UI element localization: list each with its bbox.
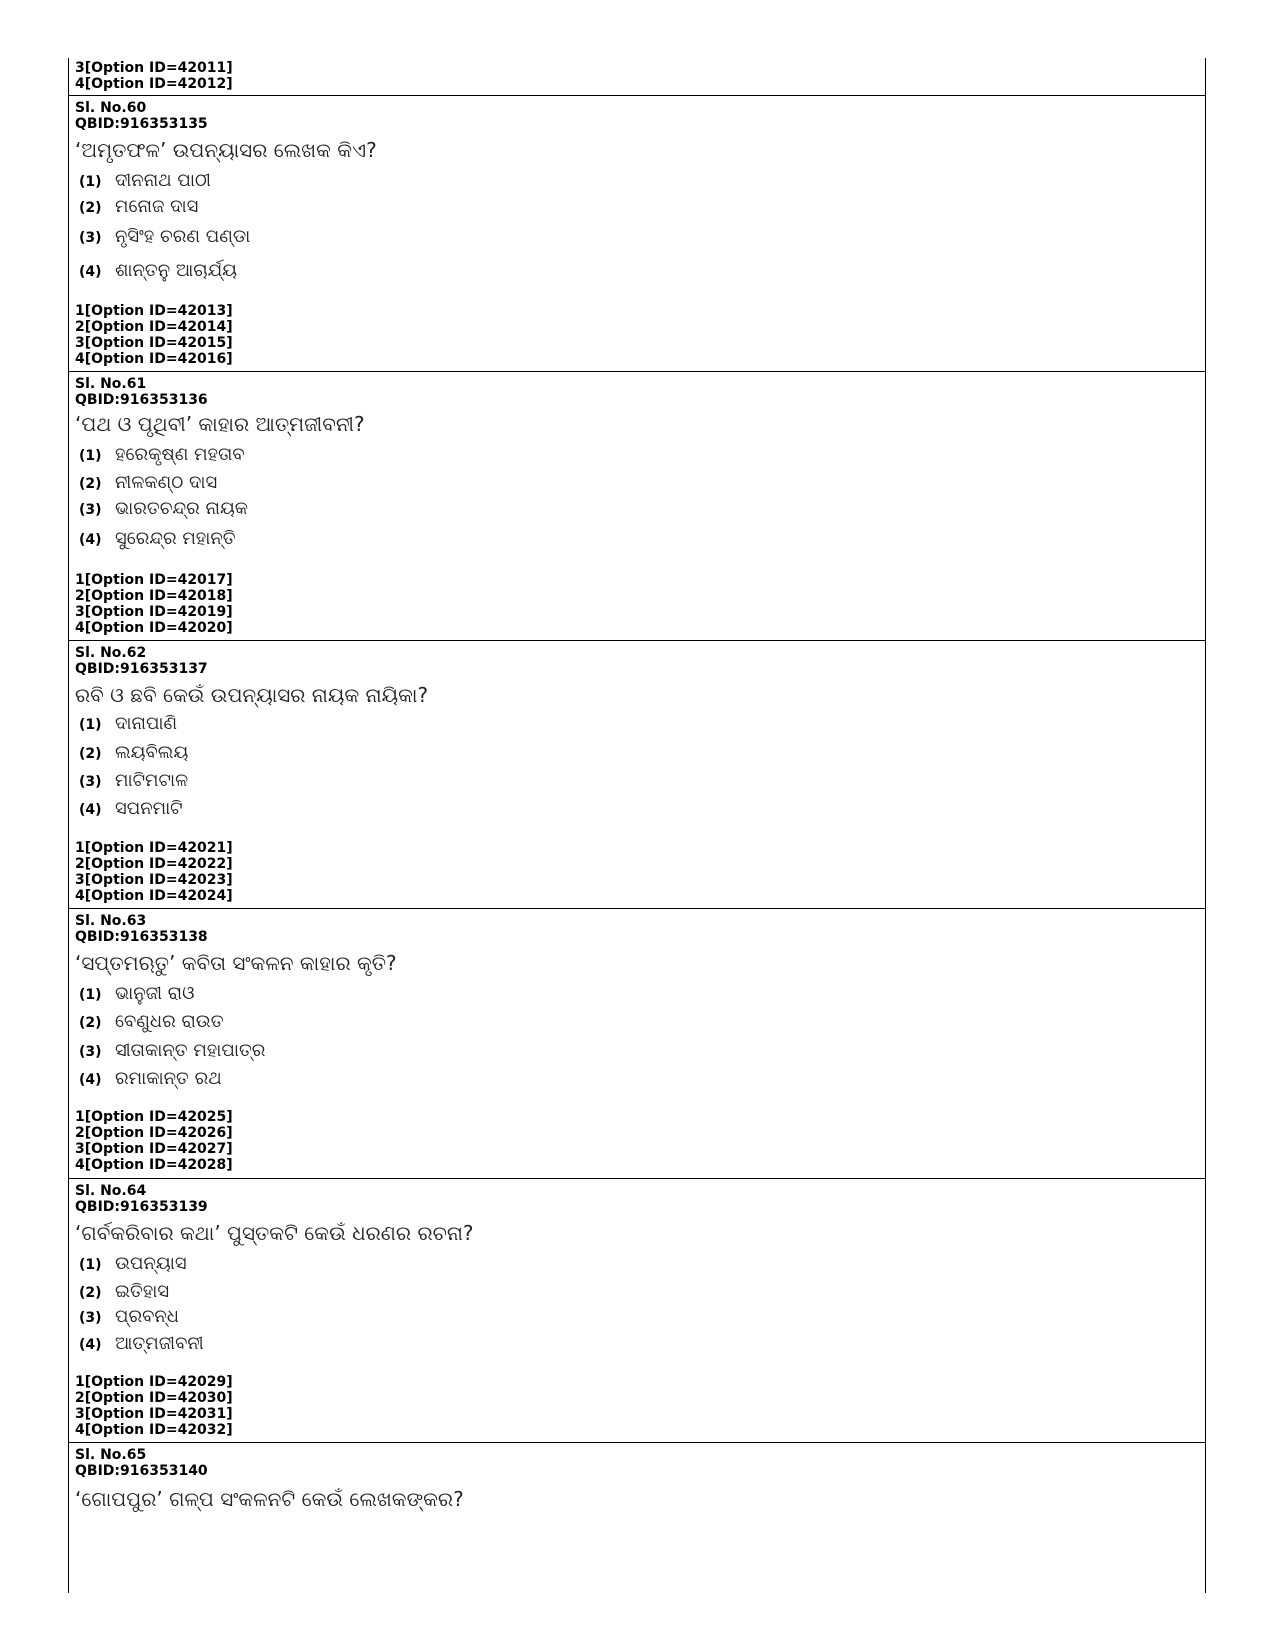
serial-number: Sl. No.61 [75, 376, 147, 392]
option-id: 1[Option ID=42029] [75, 1374, 233, 1390]
option-id: 4[Option ID=42032] [75, 1422, 233, 1438]
option-id: 1[Option ID=42013] [75, 303, 233, 319]
option-id: 2[Option ID=42030] [75, 1390, 233, 1406]
question-text: ‘ସପ୍ତମଋତୁ’ କବିତା ସଂକଳନ କାହାର କୃତି? [75, 951, 397, 975]
option-id: 2[Option ID=42018] [75, 588, 233, 604]
option-id: 4[Option ID=42028] [75, 1157, 233, 1173]
option-1: (1) ଭାନୁଜୀ ରାଓ [79, 983, 195, 1004]
option-id: 1[Option ID=42017] [75, 572, 233, 588]
option-2: (2) ବେଣୁଧର ରାଉତ [79, 1011, 224, 1032]
option-3: (3) ସୀତାକାନ୍ତ ମହାପାତ୍ର [79, 1040, 266, 1061]
option-3: (3) ଭାରତଚନ୍ଦ୍ର ନାୟକ [79, 498, 249, 519]
option-4: (4) ଶାନ୍ତନୁ ଆଚାର୍ଯ୍ୟ [79, 260, 238, 281]
option-id: 3[Option ID=42023] [75, 872, 233, 888]
question-text: ‘ପଥ ଓ ପୃଥିବୀ’ କାହାର ଆତ୍ମଜୀବନୀ? [75, 412, 365, 436]
option-id: 2[Option ID=42026] [75, 1125, 233, 1141]
option-id: 4[Option ID=42024] [75, 888, 233, 904]
option-id: 3[Option ID=42019] [75, 604, 233, 620]
qbid: QBID:916353137 [75, 661, 208, 677]
option-1: (1) ଉପନ୍ୟାସ [79, 1253, 187, 1274]
option-id: 2[Option ID=42022] [75, 856, 233, 872]
option-3: (3) ପ୍ରବନ୍ଧ [79, 1306, 179, 1327]
option-4: (4) ଆତ୍ମଜୀବନୀ [79, 1333, 204, 1354]
question-text: ‘ଗୋପପୁର’ ଗଳ୍ପ ସଂକଳନଟି କେଉଁ ଲେଖକଙ୍କର? [75, 1487, 464, 1511]
option-1: (1) ହରେକୃଷ୍ଣ ମହତାବ [79, 444, 245, 465]
option-4: (4) ରମାକାନ୍ତ ରଥ [79, 1068, 222, 1089]
serial-number: Sl. No.65 [75, 1447, 147, 1463]
option-id: 2[Option ID=42014] [75, 319, 233, 335]
option-2: (2) ଲୟବିଲୟ [79, 742, 189, 763]
serial-number: Sl. No.64 [75, 1183, 147, 1199]
option-id: 1[Option ID=42021] [75, 840, 233, 856]
qbid: QBID:916353140 [75, 1463, 208, 1479]
option-3: (3) ନୃସିଂହ ଚରଣ ପଣ୍ଡା [79, 226, 251, 247]
option-id: 4[Option ID=42020] [75, 620, 233, 636]
serial-number: Sl. No.60 [75, 100, 147, 116]
question-text: ‘ଅମୃତଫଳ’ ଉପନ୍ୟାସର ଲେଖକ କିଏ? [75, 138, 377, 162]
option-4: (4) ସପନମାଟି [79, 798, 183, 819]
qbid: QBID:916353138 [75, 929, 208, 945]
option-1: (1) ଦୀନନାଥ ପାଠୀ [79, 170, 211, 191]
option-id: 3[Option ID=42015] [75, 335, 233, 351]
qbid: QBID:916353136 [75, 392, 208, 408]
question-text: ରବି ଓ ଛବି କେଉଁ ଉପନ୍ୟାସର ନାୟକ ନାୟିକା? [75, 683, 429, 707]
option-id: 4[Option ID=42012] [75, 76, 233, 92]
question-text: ‘ଗର୍ବକରିବାର କଥା’ ପୁସ୍ତକଟି କେଉଁ ଧରଣର ରଚନା? [75, 1221, 474, 1245]
option-id: 1[Option ID=42025] [75, 1109, 233, 1125]
qbid: QBID:916353139 [75, 1199, 208, 1215]
question-block-63 [69, 908, 1205, 1179]
serial-number: Sl. No.62 [75, 645, 147, 661]
option-2: (2) ନୀଳକଣ୍ଠ ଦାସ [79, 472, 218, 493]
question-block-62 [69, 640, 1205, 909]
question-block-64 [69, 1178, 1205, 1443]
option-2: (2) ମନୋଜ ଦାସ [79, 196, 199, 217]
qbid: QBID:916353135 [75, 116, 208, 132]
option-1: (1) ଦାନାପାଣି [79, 713, 178, 734]
question-block-60 [69, 95, 1205, 372]
question-block-65 [69, 1442, 1205, 1594]
option-3: (3) ମାଟିମଟାଳ [79, 770, 189, 791]
option-4: (4) ସୁରେନ୍ଦ୍ର ମହାନ୍ତି [79, 528, 236, 549]
option-2: (2) ଇତିହାସ [79, 1281, 170, 1302]
question-sheet [68, 58, 1206, 1593]
question-block-61 [69, 371, 1205, 641]
serial-number: Sl. No.63 [75, 913, 147, 929]
option-id: 3[Option ID=42027] [75, 1141, 233, 1157]
option-id: 3[Option ID=42031] [75, 1406, 233, 1422]
option-id: 3[Option ID=42011] [75, 60, 233, 76]
option-id: 4[Option ID=42016] [75, 351, 233, 367]
previous-question-tail [69, 58, 1205, 95]
